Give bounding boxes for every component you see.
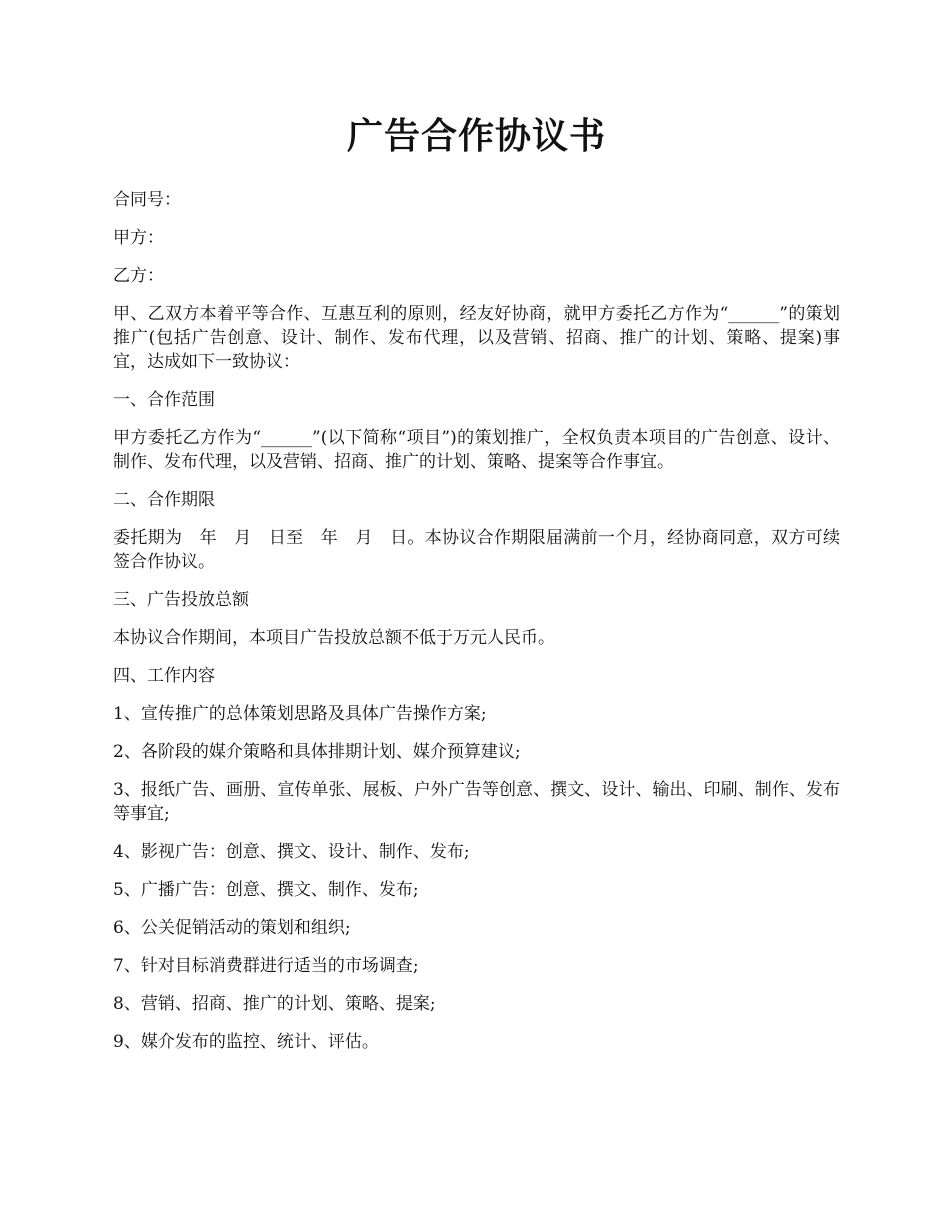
work-item: 7、针对目标消费群进行适当的市场调查; bbox=[113, 956, 419, 976]
document-page bbox=[113, 112, 840, 1068]
work-item: 8、营销、招商、推广的计划、策略、提案; bbox=[113, 994, 436, 1014]
party-b-field: 乙方： bbox=[113, 266, 164, 286]
section-body-budget: 本协议合作期间，本项目广告投放总额不低于万元人民币。 bbox=[113, 628, 555, 648]
work-item: 2、各阶段的媒介策略和具体排期计划、媒介预算建议; bbox=[113, 742, 521, 762]
contract-number-field: 合同号： bbox=[113, 190, 181, 210]
party-a-field: 甲方： bbox=[113, 228, 164, 248]
section-body-term: 委托期为 年 月 日至 年 月 日。本协议合作期限届满前一个月，经协商同意，双方可续签合作协议。 bbox=[113, 528, 840, 572]
work-item: 1、宣传推广的总体策划思路及具体广告操作方案; bbox=[113, 704, 487, 724]
work-item: 3、报纸广告、画册、宣传单张、展板、户外广告等创意、撰文、设计、输出、印刷、制作、发布等事宜; bbox=[113, 780, 840, 824]
section-heading-scope: 一、合作范围 bbox=[113, 390, 215, 410]
section-heading-work: 四、工作内容 bbox=[113, 666, 215, 686]
document-title: 广告合作协议书 bbox=[346, 115, 606, 157]
section-heading-budget: 三、广告投放总额 bbox=[113, 590, 249, 610]
work-item: 4、影视广告：创意、撰文、设计、制作、发布; bbox=[113, 842, 470, 862]
intro-paragraph: 甲、乙双方本着平等合作、互惠互利的原则，经友好协商，就甲方委托乙方作为“______”的策划推广(包括广告创意、设计、制作、发布代理，以及营销、招商、推广的计划、策略、提案)事宜，达成如下一致协议： bbox=[113, 304, 840, 372]
work-item: 9、媒介发布的监控、统计、评估。 bbox=[113, 1032, 379, 1052]
work-item: 5、广播广告：创意、撰文、制作、发布; bbox=[113, 880, 419, 900]
work-item: 6、公关促销活动的策划和组织; bbox=[113, 918, 351, 938]
section-heading-term: 二、合作期限 bbox=[113, 490, 215, 510]
section-body-scope: 甲方委托乙方作为“______”(以下简称“项目”)的策划推广，全权负责本项目的广告创意、设计、制作、发布代理，以及营销、招商、推广的计划、策略、提案等合作事宜。 bbox=[113, 428, 840, 472]
